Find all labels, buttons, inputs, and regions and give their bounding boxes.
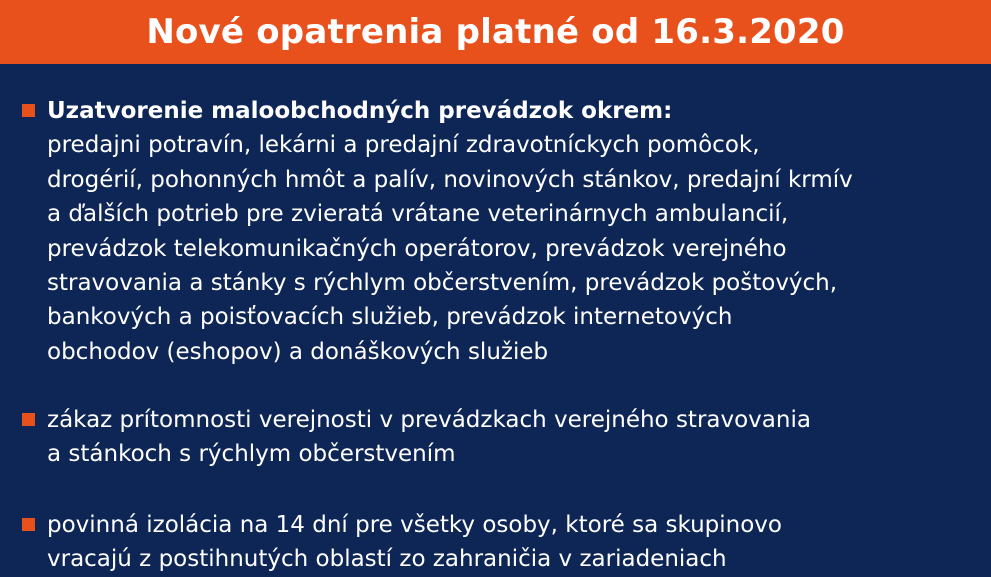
list-item-line: povinná izolácia na 14 dní pre všetky osoby, ktoré sa skupinovo [47, 512, 782, 538]
list-item-text [47, 508, 982, 577]
list-item-text [47, 403, 982, 472]
list-item-line: zákaz prítomnosti verejnosti v prevádzkach verejného stravovania [47, 407, 811, 433]
header-banner [0, 0, 991, 64]
list-item-line: vracajú z postihnutých oblastí zo zahraničia v zariadeniach [47, 546, 727, 573]
list-item-heading: Uzatvorenie maloobchodných prevádzok okrem: [47, 98, 673, 124]
list-item [22, 508, 982, 577]
content-panel [0, 64, 991, 573]
list-item-line: stravovania a stánky s rýchlym občerstvením, prevádzok poštových, [47, 270, 838, 297]
square-bullet-icon [22, 104, 35, 117]
square-bullet-icon [22, 518, 35, 531]
list-item [22, 403, 982, 472]
list-item-line: a stánkoch s rýchlym občerstvením [47, 441, 456, 468]
list-item-text [47, 94, 982, 369]
square-bullet-icon [22, 413, 35, 426]
list-item-line: bankových a poisťovacích služieb, prevádzok internetových [47, 304, 733, 331]
list-item-line: obchodov (eshopov) a donáškových služieb [47, 338, 549, 365]
page-title: Nové opatrenia platné od 16.3.2020 [146, 12, 845, 52]
list-item-line: drogérií, pohonných hmôt a palív, novinových stánkov, predajní krmív [47, 166, 853, 193]
list-item [22, 94, 982, 369]
list-item-line: predajni potravín, lekárni a predajní zdravotníckych pomôcok, [47, 132, 760, 159]
list-item-line: prevádzok telekomunikačných operátorov, prevádzok verejného [47, 235, 787, 262]
list-item-line: a ďalších potrieb pre zvieratá vrátane veterinárnych ambulancií, [47, 201, 789, 228]
